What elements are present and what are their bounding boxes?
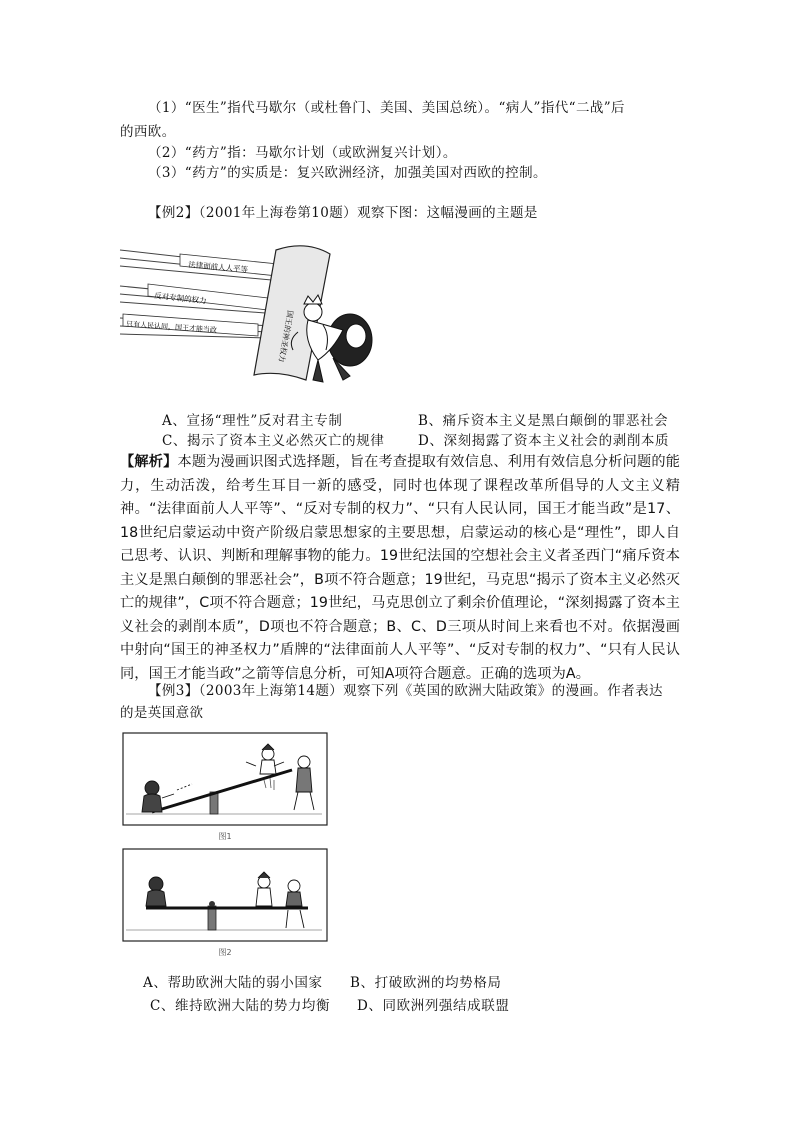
example2-option-a: A、宣扬“理性”反对君主专制 xyxy=(162,413,343,429)
example2-option-c: C、揭示了资本主义必然灭亡的规律 xyxy=(162,433,385,449)
figure-2-caption: 图2 xyxy=(218,948,232,957)
figure-1-caption: 图1 xyxy=(218,832,232,841)
intro-line-3: （3）“药方”的实质是：复兴欧洲经济，加强美国对西欧的控制。 xyxy=(148,165,547,181)
intro-line-1: （1）“医生”指代马歇尔（或杜鲁门、美国、美国总统）。“病人”指代“二战”后 xyxy=(148,100,625,116)
example2-question: 【例2】（2001年上海卷第10题）观察下图：这幅漫画的主题是 xyxy=(148,205,538,221)
analysis-text: 本题为漫画识图式选择题，旨在考查提取有效信息、利用有效信息分析问题的能力，生动活泼，给考生耳目一新的感受，同时也体现了课程改革所倡导的人文主义精神。“法律面前人人平等”、“反对专制的权力”、“只有人民认同，国王才能当政”是17、18世纪启蒙运动中资产阶级启蒙思想家的主要思想，启蒙运动的核心是“理性”，即人自己思考、认识、判断和理解事物的能力。19世纪法国的空想社会主义者圣西门“痛斥资本主义是黑白颠倒的罪恶社会”，B项不符合题意；19世纪，马克思“揭示了资本主义必然灭亡的规律”，C项不符合题意；19世纪，马克思创立了剩余价值理论，“深刻揭露了资本主义社会的剥削本质”，D项也不符合题意；B、C、D三项从时间上来看也不对。依据漫画中射向“国王的神圣权力”盾牌的“法律面前人人平等”、“反对专制的权力”、“只有人民认同，国王才能当政”之箭等信息分析，可知A项符合题意。正确的选项为A。 xyxy=(120,454,680,682)
intro-line-1-cont: 的西欧。 xyxy=(120,124,176,140)
example2-option-d: D、深刻揭露了资本主义社会的剥削本质 xyxy=(418,433,670,449)
example3-figure-2 xyxy=(122,848,328,960)
example2-cartoon xyxy=(118,240,388,390)
example3-option-c: C、维持欧洲大陆的势力均衡 xyxy=(150,998,331,1014)
example2-option-b: B、痛斥资本主义是黑白颠倒的罪恶社会 xyxy=(418,413,669,429)
example3-figure-1 xyxy=(122,732,328,844)
example3-question-line-1: 【例3】（2003年上海第14题）观察下列《英国的欧洲大陆政策》的漫画。作者表达 xyxy=(148,683,663,699)
arrow-label-2: 反对专制的权力 xyxy=(153,291,207,306)
arrow-label-3: 只有人民认同，国王才能当政 xyxy=(125,320,218,335)
example3-question-line-2: 的是英国意欲 xyxy=(120,705,204,721)
arrow-label-1: 法律面前人人平等 xyxy=(187,260,249,275)
example3-option-b: B、打破欧洲的均势格局 xyxy=(350,975,502,991)
analysis-label: 【解析】 xyxy=(120,454,178,470)
shield-label: 国王的神圣权力 xyxy=(276,309,295,363)
example2-analysis xyxy=(120,451,680,686)
example3-option-a: A、帮助欧洲大陆的弱小国家 xyxy=(143,975,323,991)
intro-line-2: （2）“药方”指：马歇尔计划（或欧洲复兴计划）。 xyxy=(148,145,457,161)
example3-option-d: D、同欧洲列强结成联盟 xyxy=(357,998,510,1014)
